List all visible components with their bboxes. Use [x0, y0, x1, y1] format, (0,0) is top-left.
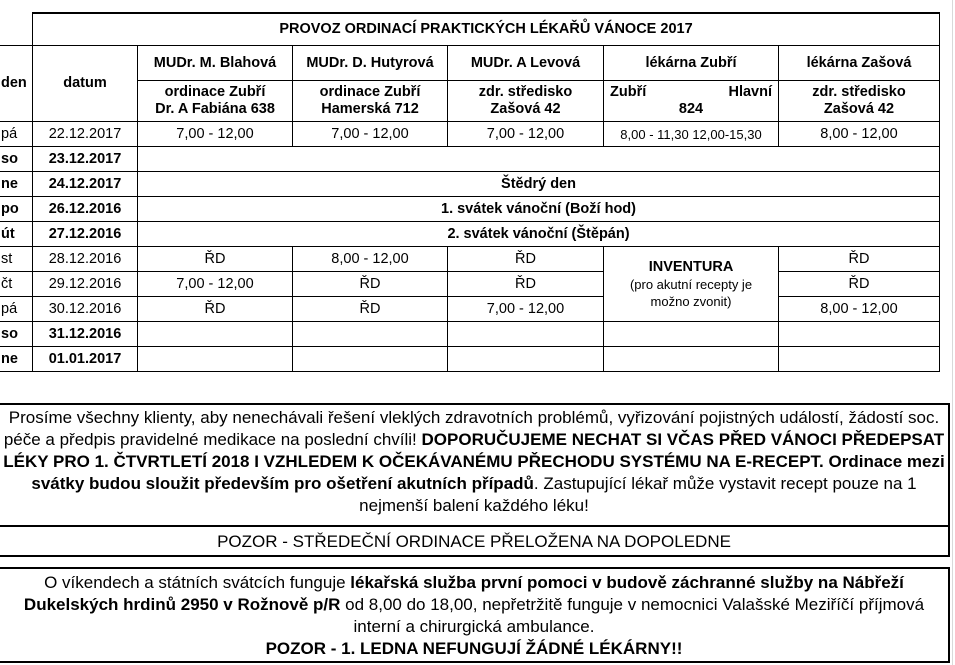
row-empty	[779, 347, 940, 372]
header-address-blahova: ordinace Zubří Dr. A Fabiána 638	[138, 81, 293, 122]
table-row	[0, 122, 940, 147]
inventura-cell	[604, 247, 779, 322]
table-row	[0, 197, 940, 222]
row-empty	[138, 347, 293, 372]
notice-text-bold: DOPORUČUJEME NECHAT SI VČAS PŘED VÁNOCI PŘEDEPSAT LÉKY PRO 1. ČTVRTLETÍ 2018 I VZHLEDEM K OČEKÁVANÉMU PŘECHODU SYSTÉMU NA E-RECEPT. Ordinace mezi svátky budou sloužit především pro ošetření akutních případů	[3, 430, 945, 493]
sheet-gridline	[952, 0, 953, 665]
row-empty	[779, 322, 940, 347]
notice-text: O víkendech a státních svátcích funguje	[44, 573, 351, 592]
row-empty	[138, 322, 293, 347]
table-row	[0, 322, 940, 347]
schedule-title: PROVOZ ORDINACÍ PRAKTICKÝCH LÉKAŘŮ VÁNOCE 2017	[33, 13, 940, 46]
header-address-pharmacy-zasova: zdr. středisko Zašová 42	[779, 81, 940, 122]
header-pharmacy-zasova: lékárna Zašová	[779, 46, 940, 81]
table-row	[0, 222, 940, 247]
row-day: st	[0, 247, 33, 272]
row-hours: 7,00 - 12,00	[293, 122, 448, 147]
row-day: so	[0, 322, 33, 347]
notice-warning: POZOR - 1. LEDNA NEFUNGUJÍ ŽÁDNÉ LÉKÁRNY!!	[265, 639, 683, 658]
header-address-levova: zdr. středisko Zašová 42	[448, 81, 604, 122]
row-day: ne	[0, 172, 33, 197]
row-hours: ŘD	[293, 272, 448, 297]
row-hours: ŘD	[293, 297, 448, 322]
table-row	[0, 272, 940, 297]
row-empty	[604, 347, 779, 372]
row-hours: 8,00 - 12,00	[779, 122, 940, 147]
notice-text: od 8,00 do 18,00, nepřetržitě funguje v nemocnici Valašské Meziříčí příjmová interní a chirurgická ambulance.	[340, 595, 925, 636]
row-date: 27.12.2016	[33, 222, 138, 247]
row-hours: ŘD	[448, 272, 604, 297]
row-empty	[293, 347, 448, 372]
row-date: 23.12.2017	[33, 147, 138, 172]
row-hours: ŘD	[138, 247, 293, 272]
row-hours: 7,00 - 12,00	[448, 297, 604, 322]
row-hours: 7,00 - 12,00	[138, 122, 293, 147]
row-day: pá	[0, 297, 33, 322]
header-den: den	[0, 46, 33, 122]
row-hours: ŘD	[779, 247, 940, 272]
row-date: 29.12.2016	[33, 272, 138, 297]
inventura-note: (pro akutní recepty je	[629, 276, 753, 292]
row-date: 24.12.2017	[33, 172, 138, 197]
row-day: so	[0, 147, 33, 172]
row-date: 01.01.2017	[33, 347, 138, 372]
notice-prescriptions	[0, 403, 950, 527]
holiday-label: 1. svátek vánoční (Boží hod)	[138, 197, 940, 222]
notice-text-bold: lékařská služba první pomoci v budově záchranné služby na Nábřeží Dukelských hrdinů 2950 v Rožnově p/R	[23, 573, 904, 614]
row-day: čt	[0, 272, 33, 297]
row-hours: 7,00 - 12,00	[448, 122, 604, 147]
row-empty	[138, 147, 940, 172]
header-doctor-hutyrova: MUDr. D. Hutyrová	[293, 46, 448, 81]
row-hours: 8,00 - 11,30 12,00-15,30	[604, 122, 779, 147]
notice-emergency-service	[0, 567, 950, 663]
row-empty	[448, 322, 604, 347]
notice-text: . Zastupující lékař může vystavit recept pouze na 1 nejmenší balení každého léku!	[359, 474, 917, 515]
row-date: 31.12.2016	[33, 322, 138, 347]
row-hours: 8,00 - 12,00	[779, 297, 940, 322]
row-day: ne	[0, 347, 33, 372]
row-hours: 7,00 - 12,00	[138, 272, 293, 297]
notice-text: Prosíme všechny klienty, aby nenechávali řešení vleklých zdravotních problémů, vyřizování pojistných událostí, žádostí soc. péče a předpis pravidelné medikace na poslední chvíli!	[3, 408, 940, 449]
row-day: út	[0, 222, 33, 247]
notice-wednesday: POZOR - STŘEDEČNÍ ORDINACE PŘELOŽENA NA DOPOLEDNE	[0, 526, 950, 557]
header-doctor-blahova: MUDr. M. Blahová	[138, 46, 293, 81]
table-row	[0, 297, 940, 322]
row-date: 28.12.2016	[33, 247, 138, 272]
header-doctor-levova: MUDr. A Levová	[448, 46, 604, 81]
holiday-label: 2. svátek vánoční (Štěpán)	[138, 222, 940, 247]
row-empty	[448, 347, 604, 372]
row-day: po	[0, 197, 33, 222]
row-date: 26.12.2016	[33, 197, 138, 222]
table-row	[0, 172, 940, 197]
row-hours: 8,00 - 12,00	[293, 247, 448, 272]
inventura-note: možno zvonit)	[650, 293, 732, 309]
inventura-title: INVENTURA	[648, 258, 734, 275]
table-row	[0, 147, 940, 172]
row-hours: ŘD	[779, 272, 940, 297]
table-row	[0, 247, 940, 272]
row-day: pá	[0, 122, 33, 147]
row-empty	[293, 322, 448, 347]
row-date: 30.12.2016	[33, 297, 138, 322]
schedule-table	[0, 12, 940, 372]
row-date: 22.12.2017	[33, 122, 138, 147]
header-address-hutyrova: ordinace Zubří Hamerská 712	[293, 81, 448, 122]
table-row	[0, 347, 940, 372]
row-hours: ŘD	[448, 247, 604, 272]
header-address-pharmacy-zubri: Zubří Hlavní 824	[604, 81, 779, 122]
header-pharmacy-zubri: lékárna Zubří	[604, 46, 779, 81]
holiday-label: Štědrý den	[138, 172, 940, 197]
header-datum: datum	[33, 46, 138, 122]
row-hours: ŘD	[138, 297, 293, 322]
row-empty	[604, 322, 779, 347]
